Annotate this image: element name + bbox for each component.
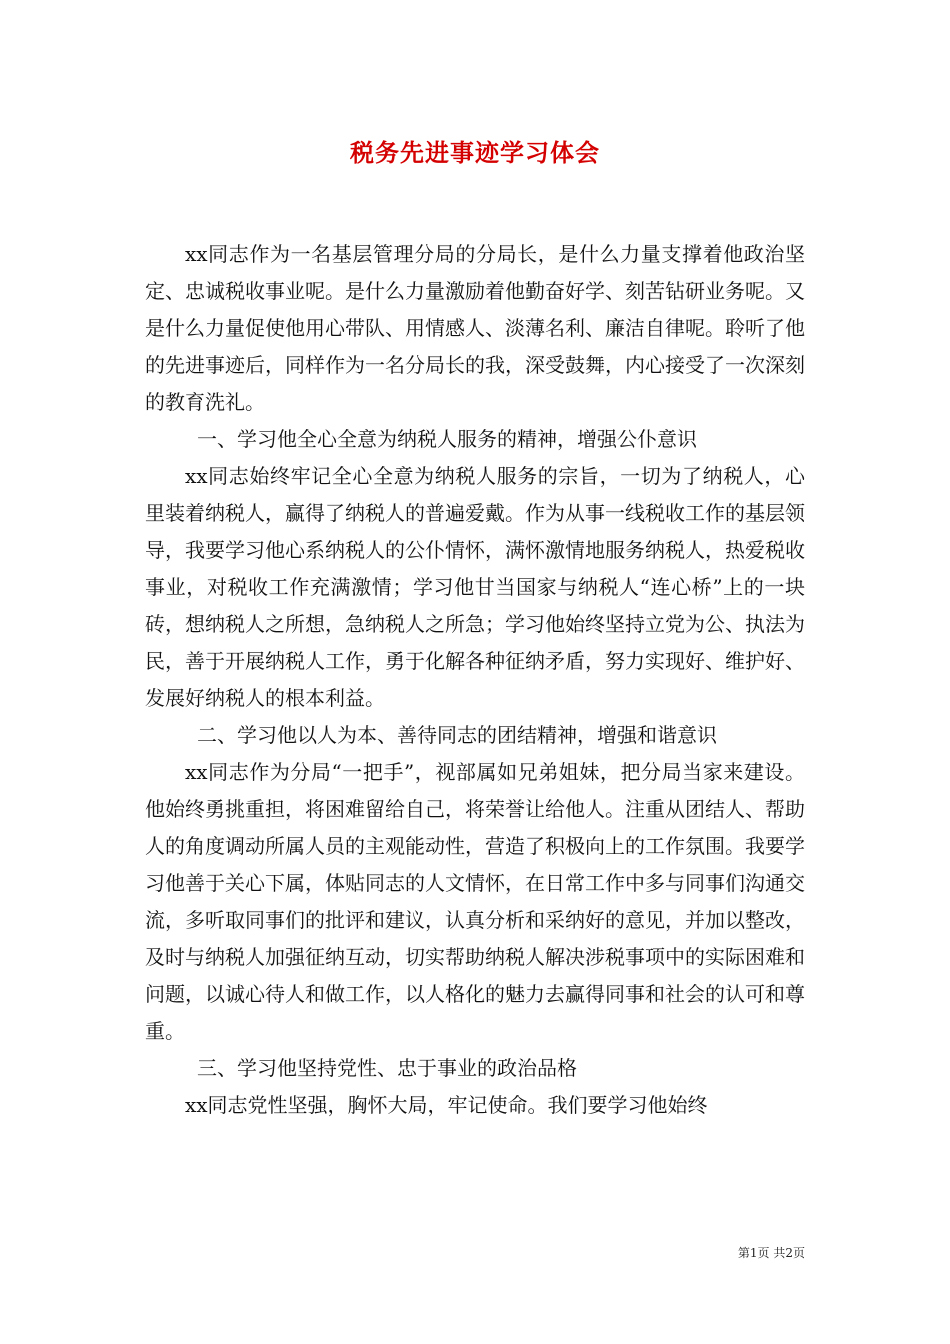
- section-heading-3: 三、学习他坚持党性、忠于事业的政治品格: [197, 1056, 577, 1080]
- page-number: 第1页 共2页: [737, 1246, 805, 1260]
- section-heading-2: 二、学习他以人为本、善待同志的团结精神，增强和谐意识: [197, 723, 717, 747]
- paragraph-section-3: xx同志党性坚强，胸怀大局，牢记使命。我们要学习他始终: [185, 1093, 708, 1117]
- paragraph-section-1: xx同志始终牢记全心全意为纳税人服务的宗旨，一切为了纳税人，心里装着纳税人，赢得了纳税人的普遍爱戴。作为从事一线税收工作的基层领导，我要学习他心系纳税人的公仆情怀，满怀激情地服务纳税人，热爱税收事业，对税收工作充满激情；学习他甘当国家与纳税人“连心桥”上的一块砖，想纳税人之所想，急纳税人之所急；学习他始终坚持立党为公、执法为民，善于开展纳税人工作，勇于化解各种征纳矛盾，努力实现好、维护好、发展好纳税人的根本利益。: [145, 464, 805, 710]
- paragraph-intro: xx同志作为一名基层管理分局的分局长，是什么力量支撑着他政治坚定、忠诚税收事业呢。是什么力量激励着他勤奋好学、刻苦钻研业务呢。又是什么力量促使他用心带队、用情感人、淡薄名利、廉洁自律呢。聆听了他的先进事迹后，同样作为一名分局长的我，深受鼓舞，内心接受了一次深刻的教育洗礼。: [145, 242, 805, 414]
- document-title: 税务先进事迹学习体会: [350, 138, 600, 167]
- document-body: [145, 236, 805, 1124]
- section-heading-1: 一、学习他全心全意为纳税人服务的精神，增强公仆意识: [197, 427, 697, 451]
- paragraph-section-2: xx同志作为分局“一把手”，视部属如兄弟姐妹，把分局当家来建设。他始终勇挑重担，将困难留给自己，将荣誉让给他人。注重从团结人、帮助人的角度调动所属人员的主观能动性，营造了积极向上的工作氛围。我要学习他善于关心下属，体贴同志的人文情怀，在日常工作中多与同事们沟通交流，多听取同事们的批评和建议，认真分析和采纳好的意见，并加以整改，及时与纳税人加强征纳互动，切实帮助纳税人解决涉税事项中的实际困难和问题，以诚心待人和做工作，以人格化的魅力去赢得同事和社会的认可和尊重。: [145, 760, 805, 1043]
